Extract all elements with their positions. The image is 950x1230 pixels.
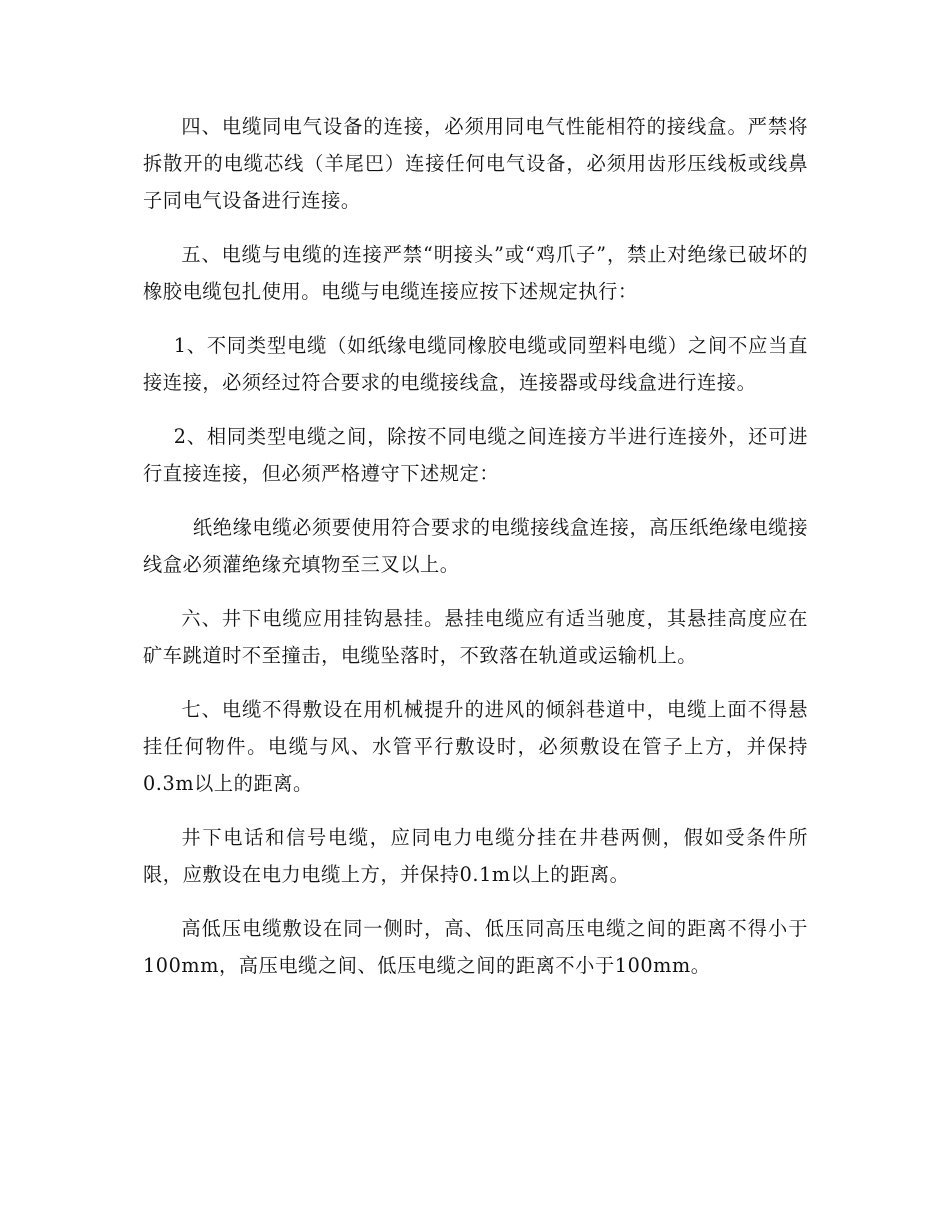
paragraph-paper-insulated-cable: 纸绝缘电缆必须要使用符合要求的电缆接线盒连接，高压纸绝缘电缆接线盒必须灌绝缘充填物至三叉以上。 — [143, 516, 808, 576]
paragraph-high-low-voltage-spacing: 高低压电缆敷设在同一侧时，高、低压同高压电缆之间的距离不得小于100mm，高压电缆之间、低压电缆之间的距离不小于100mm。 — [143, 917, 808, 977]
paragraph-cable-equipment-connection: 四、电缆同电气设备的连接，必须用同电气性能相符的接线盒。严禁将拆散开的电缆芯线（羊尾巴）连接任何电气设备，必须用齿形压线板或线鼻子同电气设备进行连接。 — [143, 115, 808, 212]
paragraph-cable-to-cable-connection: 五、电缆与电缆的连接严禁“明接头”或“鸡爪子”，禁止对绝缘已破坏的橡胶电缆包扎使用。电缆与电缆连接应按下述规定执行： — [143, 243, 808, 303]
paragraph-rule-1-different-types: 1、不同类型电缆（如纸缘电缆同橡胶电缆或同塑料电缆）之间不应当直接连接，必须经过符合要求的电缆接线盒，连接器或母线盒进行连接。 — [143, 334, 808, 394]
paragraph-cable-laying-restrictions: 七、电缆不得敷设在用机械提升的进风的倾斜巷道中，电缆上面不得悬挂任何物件。电缆与风、水管平行敷设时，必须敷设在管子上方，并保持0.3m以上的距离。 — [143, 698, 808, 795]
document-body — [143, 108, 808, 1001]
paragraph-telephone-signal-cable: 井下电话和信号电缆，应同电力电缆分挂在井巷两侧，假如受条件所限，应敷设在电力电缆上方，并保持0.1m以上的距离。 — [143, 826, 808, 886]
paragraph-cable-hanging: 六、井下电缆应用挂钩悬挂。悬挂电缆应有适当驰度，其悬挂高度应在矿车跳道时不至撞击，电缆坠落时，不致落在轨道或运输机上。 — [143, 607, 808, 667]
paragraph-rule-2-same-types: 2、相同类型电缆之间，除按不同电缆之间连接方半进行连接外，还可进行直接连接，但必须严格遵守下述规定： — [143, 425, 808, 485]
